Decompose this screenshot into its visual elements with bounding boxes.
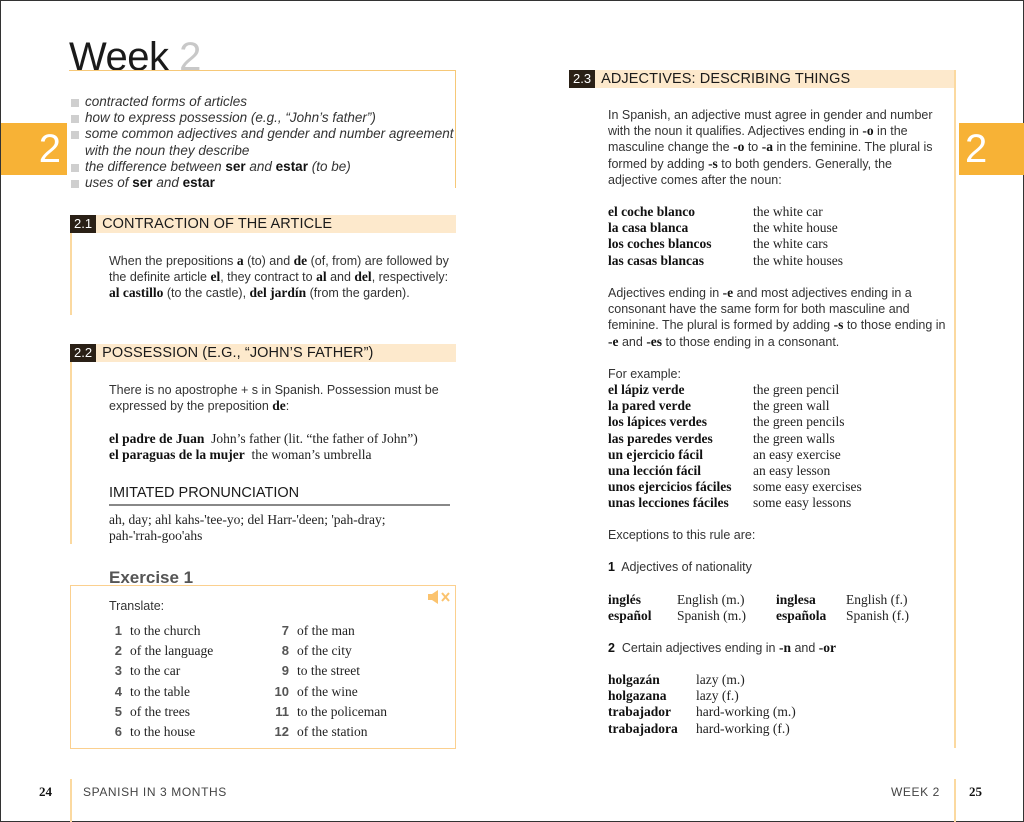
bold-term: estar [275,158,308,174]
english-translation: English (f.) [846,592,908,607]
week-title-number: 2 [179,35,201,79]
footer-divider [954,779,956,822]
exceptions-label: Exceptions to this rule are: [608,528,756,542]
english-translation: Spanish (f.) [846,608,909,624]
text-run: (to be) [307,158,351,174]
table-row [608,688,948,704]
exception-number: 1 [608,560,615,574]
exercise-item-number: 5 [114,703,122,719]
spanish-term: trabajadora [608,720,678,736]
bold-term: del [354,269,372,285]
english-translation: Spanish (m.) [677,608,746,624]
exception-number: 2 [608,641,615,655]
bold-term: -s [708,155,718,171]
bold-term: ser [225,158,246,174]
exercise-item [105,623,200,639]
english-translation: the green pencils [753,414,845,430]
table-row [608,431,948,447]
exercise-item-text: of the city [297,643,352,659]
text-run: , they contract to [220,270,317,285]
for-example-label: For example: [608,367,681,381]
table-row [608,592,948,608]
text-run: to those ending in a consonant. [662,334,840,349]
section-number: 2.3 [569,70,595,88]
section-header-2-3 [569,70,955,88]
exercise-item [267,623,355,639]
english-translation: the white house [753,220,838,236]
table-row [608,253,948,269]
bold-term: -a [761,139,773,155]
english-translation: English (m.) [677,592,745,607]
text-run: Certain adjectives ending in [621,641,779,655]
exception-1 [608,559,752,575]
objective-item [71,94,461,110]
text-run: in the feminine. The plural is formed by adding [608,140,933,171]
exercise-item [105,704,190,720]
spanish-term: español [608,608,652,624]
exercise-item [105,663,180,679]
nationality-table [608,592,948,624]
exercise-item-text: of the station [297,724,368,739]
text-run: in the masculine change the [608,124,908,155]
exercise-item-number: 1 [114,623,122,638]
section-title: POSSESSION (E.G., “JOHN’S FATHER”) [102,345,374,361]
objective-item [71,159,461,175]
exercise-item-number: 4 [114,683,122,699]
exception-text: Adjectives of nationality [621,560,752,574]
adjective-examples-3 [608,672,948,737]
text-run: Adjectives ending in [608,286,723,300]
section-header-2-2 [70,344,456,362]
week-title-word: Week [69,35,169,79]
adjective-examples-1 [608,204,948,269]
english-translation: the white car [753,204,823,219]
exercise-item [267,643,352,659]
imitated-pronunciation-line-2: pah-'rrah-goo'ahs [109,528,203,543]
table-row [608,447,948,463]
text-run: to both genders. Generally, the adjective comes after the noun: [608,156,892,187]
english-translation: some easy exercises [753,479,862,495]
spanish-term: inglesa [776,592,816,607]
text-run: to [744,140,762,155]
english-translation: lazy (m.) [696,672,745,687]
text-run: and [326,270,355,285]
spanish-term: los coches blancos [608,236,712,252]
exercise-item [267,663,360,679]
chapter-tab-left: 2 [1,123,67,175]
spanish-term: la casa blanca [608,220,689,236]
right-margin-line [954,70,956,748]
objective-item [71,110,461,126]
footer-book-title: SPANISH IN 3 MONTHS [83,785,227,799]
spanish-term: el coche blanco [608,204,695,219]
objective-item [71,175,461,191]
exercise-item [105,643,213,659]
text-run: contracted forms of articles [85,94,248,109]
exercise-item-number: 8 [281,643,289,659]
text-run: There is no apostrophe + s in Spanish. Possession must be expressed by the preposition [109,383,439,414]
table-row [608,204,948,220]
section-2-3-intro [608,107,943,188]
exercise-item [105,724,195,740]
spanish-phrase: el padre de Juan [109,431,205,446]
chapter-tab-right: 2 [959,123,1024,175]
spanish-term: holgazán [608,672,660,687]
text-run: (to) and [243,254,294,268]
text-run: the difference between [85,158,226,174]
adjective-examples-2 [608,382,948,512]
exercise-item-number: 7 [281,623,289,638]
week-objectives-list [71,94,461,191]
exercise-item-text: to the street [297,663,360,679]
text-run: (to the castle), [163,286,250,301]
exercise-item-number: 2 [114,643,122,659]
possession-example-1 [109,431,459,447]
table-row [608,463,948,479]
text-run: some common adjectives and gender and number agreement with the noun they describe [85,126,454,158]
imitated-pronunciation-heading: IMITATED PRONUNCIATION [109,485,450,506]
text-run: uses of [85,175,133,191]
table-row [608,382,948,398]
text-run: how to express possession (e.g., “John’s father”) [85,110,376,126]
english-translation: John’s father (lit. “the father of John”) [211,431,418,446]
exercise-item-text: to the policeman [297,703,387,719]
section-2-2-body [109,382,454,414]
table-row [608,721,948,737]
bold-term: de [293,253,308,268]
spanish-term: un ejercicio fácil [608,446,703,462]
spanish-term: holgazana [608,688,667,704]
table-row [608,704,948,720]
bold-term: de [272,398,286,414]
english-translation: some easy lessons [753,495,852,511]
exercise-item-number: 6 [114,724,122,739]
exercise-item-number: 11 [275,703,289,719]
table-row [608,220,948,236]
bold-term: ser [132,175,153,191]
text-run: (from the garden). [306,286,410,301]
english-translation: lazy (f.) [696,688,739,704]
exercise-item-text: to the church [130,623,201,638]
exercise-item-number: 10 [274,683,289,699]
text-run: , respectively: [371,270,449,285]
spanish-term: las casas blancas [608,252,705,268]
spanish-term: unos ejercicios fáciles [608,479,732,495]
page-number-right: 25 [969,784,982,799]
text-run: and [790,641,819,655]
text-run: and [152,175,183,191]
page-number-left: 24 [39,784,52,799]
bold-term: -es [646,333,663,349]
exception-2 [608,640,836,656]
spanish-term: el lápiz verde [608,382,685,397]
exercise-item-text: to the table [130,683,190,699]
text-run: (of, from) are followed by the definite article [109,254,449,285]
english-translation: an easy exercise [753,446,841,462]
exercise-item-text: of the trees [130,703,190,719]
text-run: to those ending in [843,318,946,333]
spanish-term: unas lecciones fáciles [608,495,729,511]
english-translation: hard-working (m.) [696,704,796,720]
exercise-item-text: to the house [130,724,196,739]
bold-term: del jardín [249,285,307,301]
spanish-term: las paredes verdes [608,430,713,446]
exercise-item [267,724,368,740]
bold-term: -or [818,640,837,655]
bold-term: -o [733,139,745,155]
section-number: 2.1 [70,215,96,233]
possession-example-2 [109,447,459,463]
exercise-item-number: 9 [281,663,289,679]
spanish-term: inglés [608,592,642,607]
text-run: In Spanish, an adjective must agree in gender and number with the noun it qualifies. Adjectives ending in [608,108,933,139]
bold-term: al [316,269,327,285]
section-margin-line [70,362,72,544]
table-row [608,398,948,414]
spanish-term: una lección fácil [608,463,701,479]
english-translation: the green pencil [753,382,840,397]
bold-term: a [236,253,244,268]
english-translation: an easy lesson [753,463,831,479]
bold-term: -o [862,123,874,139]
text-run: When the prepositions [109,254,237,268]
bold-term: -n [778,640,791,655]
table-row [608,236,948,252]
exercise-item-number: 12 [274,724,289,739]
english-translation: the green walls [753,430,835,446]
spanish-term: la pared verde [608,398,691,414]
exercise-item-text: of the wine [297,683,358,699]
english-translation: the white houses [753,252,843,268]
section-number: 2.2 [70,344,96,362]
exercise-item [267,704,387,720]
text-run: and most adjectives ending in a consonant have the same form for both masculine and feminine. The plural is formed by adding [608,286,912,333]
english-translation: the woman’s umbrella [251,447,372,462]
exercise-item-text: to the car [130,663,181,679]
imitated-pronunciation-line-1: ah, day; ahl kahs-'tee-yo; del Harr-'deen; 'pah-dray; [109,512,386,527]
table-row [608,414,948,430]
bold-term: -e [608,333,619,349]
speaker-muted-icon[interactable] [427,589,455,605]
spanish-term: española [776,608,827,624]
table-row [608,672,948,688]
section-title: CONTRACTION OF THE ARTICLE [102,216,333,232]
bold-term: -e [722,285,734,300]
table-row [608,608,948,624]
section-2-1-body [109,253,454,302]
exercise-item-text: of the man [297,623,355,638]
bold-term: -s [833,317,844,333]
exercise-instruction: Translate: [109,599,165,613]
exercise-title: Exercise 1 [109,568,194,587]
section-2-3-paragraph-2 [608,285,948,350]
english-translation: the white cars [753,236,828,252]
exercise-item [105,684,190,700]
section-margin-line [70,233,72,315]
spanish-term: los lápices verdes [608,414,707,430]
table-row [608,479,948,495]
english-translation: hard-working (f.) [696,720,790,736]
text-run: : [285,399,290,414]
section-header-2-1 [70,215,456,233]
text-run: and [618,334,647,349]
footer-week-label: WEEK 2 [891,785,940,799]
exercise-item-text: of the language [130,643,214,659]
objective-item [71,126,461,158]
text-run: and [245,158,276,174]
exercise-item [267,684,358,700]
table-row [608,495,948,511]
english-translation: the green wall [753,398,830,414]
bold-term: al castillo [109,285,164,301]
spanish-term: trabajador [608,704,671,720]
bold-term: el [210,269,221,285]
spanish-phrase: el paraguas de la mujer [109,447,245,462]
exercise-item-number: 3 [114,663,122,679]
footer-divider [70,779,72,822]
section-title: ADJECTIVES: DESCRIBING THINGS [601,71,851,87]
bold-term: estar [182,175,215,191]
